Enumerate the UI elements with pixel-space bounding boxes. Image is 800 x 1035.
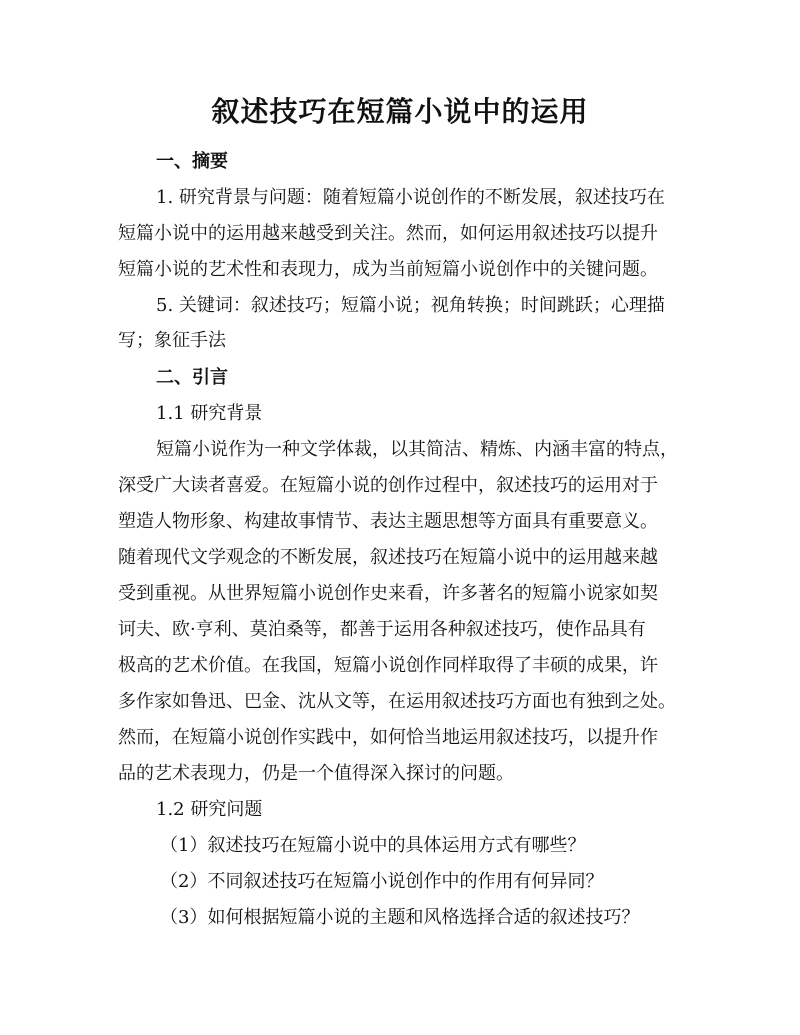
background-paragraph-line: 深受广大读者喜爱。在短篇小说的创作过程中，叙述技巧的运用对于 xyxy=(118,475,658,496)
background-paragraph-line: 品的艺术表现力，仍是一个值得深入探讨的问题。 xyxy=(118,763,514,784)
background-paragraph-line: 然而，在短篇小说创作实践中，如何恰当地运用叙述技巧，以提升作 xyxy=(118,727,658,748)
background-paragraph-line: 受到重视。从世界短篇小说创作史来看，许多著名的短篇小说家如契 xyxy=(118,583,658,604)
research-question-item: （1）叙述技巧在短篇小说中的具体运用方式有哪些？ xyxy=(160,835,586,856)
abstract-keywords-line: 5. 关键词：叙述技巧；短篇小说；视角转换；时间跳跃；心理描 xyxy=(156,295,665,316)
research-question-item: （2）不同叙述技巧在短篇小说创作中的作用有何异同？ xyxy=(160,871,604,892)
background-paragraph-line: 随着现代文学观念的不断发展，叙述技巧在短篇小说中的运用越来越 xyxy=(118,547,658,568)
background-paragraph-line: 极高的艺术价值。在我国，短篇小说创作同样取得了丰硕的成果，许 xyxy=(118,655,658,676)
background-paragraph-line: 塑造人物形象、构建故事情节、表达主题思想等方面具有重要意义。 xyxy=(118,511,658,532)
abstract-keywords-line: 写；象征手法 xyxy=(118,330,226,351)
background-paragraph-line: 短篇小说作为一种文学体裁，以其简洁、精炼、内涵丰富的特点， xyxy=(156,439,678,460)
document-title: 叙述技巧在短篇小说中的运用 xyxy=(211,95,589,128)
background-paragraph-line: 诃夫、欧·亨利、莫泊桑等，都善于运用各种叙述技巧，使作品具有 xyxy=(118,619,646,640)
background-paragraph-line: 多作家如鲁迅、巴金、沈从文等，在运用叙述技巧方面也有独到之处。 xyxy=(118,691,676,712)
abstract-item1-line: 1. 研究背景与问题：随着短篇小说创作的不断发展，叙述技巧在 xyxy=(156,187,665,208)
subsection-heading-questions: 1.2 研究问题 xyxy=(156,799,263,820)
abstract-item1-line: 短篇小说的艺术性和表现力，成为当前短篇小说创作中的关键问题。 xyxy=(118,259,658,280)
subsection-heading-background: 1.1 研究背景 xyxy=(156,403,263,424)
section-heading-abstract: 一、摘要 xyxy=(156,151,228,172)
abstract-item1-line: 短篇小说中的运用越来越受到关注。然而，如何运用叙述技巧以提升 xyxy=(118,223,658,244)
research-question-item: （3）如何根据短篇小说的主题和风格选择合适的叙述技巧？ xyxy=(160,907,640,928)
section-heading-intro: 二、引言 xyxy=(156,367,228,388)
